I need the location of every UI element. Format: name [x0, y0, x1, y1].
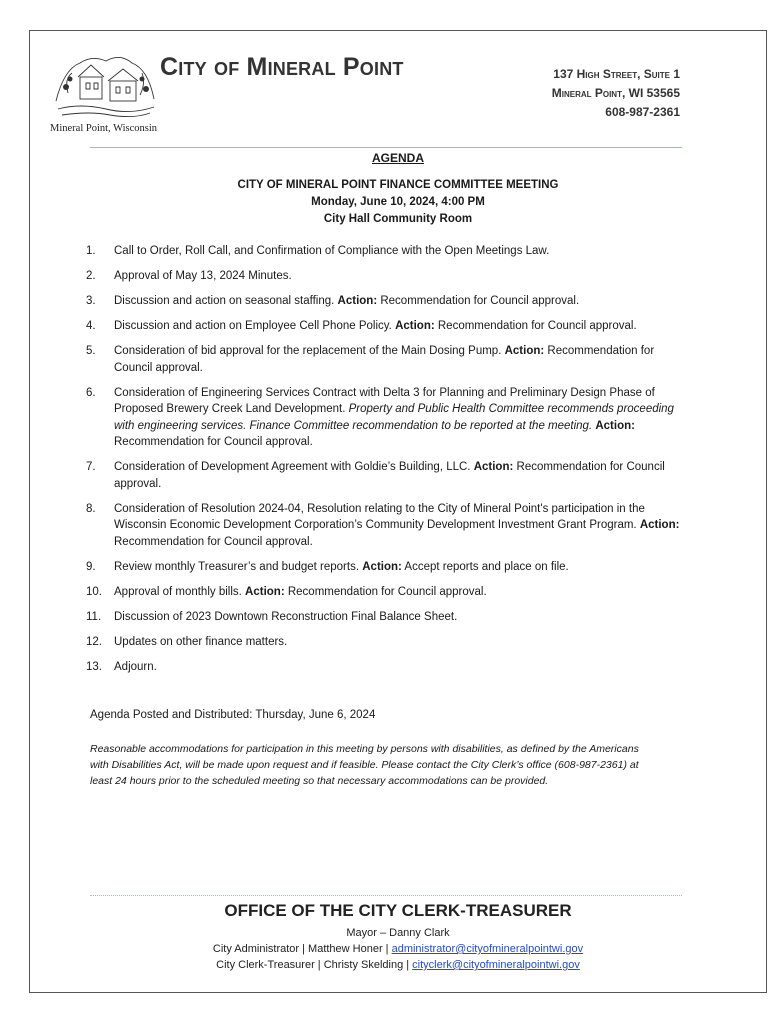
agenda-item: 4. Discussion and action on Employee Cell Phone Policy. Action: Recommendation for Council approval.	[86, 320, 637, 332]
agenda-items	[86, 243, 686, 684]
ada-disclaimer: Reasonable accommodations for participation in this meeting by persons with disabilities, as defined by the Americans with Disabilities Act, will be made upon request and if feasible. Please contact the City Clerk’s office (608-987-2361) at least 24 hours prior to the scheduled meeting so that necessary accommodations can be provided.	[90, 743, 639, 787]
posted-date: Agenda Posted and Distributed: Thursday, June 6, 2024	[90, 709, 376, 721]
action-label: Action:	[473, 461, 514, 473]
phone-number: 608-987-2361	[605, 105, 680, 119]
contact-address	[552, 65, 680, 122]
mayor-line: Mayor – Danny Clark	[346, 927, 450, 939]
action-label: Action:	[245, 585, 285, 598]
action-label: Action:	[504, 345, 545, 357]
action-label: Action:	[639, 519, 680, 531]
meeting-location: City Hall Community Room	[323, 213, 473, 225]
agenda-title: AGENDA	[371, 151, 424, 165]
header-divider	[90, 147, 682, 148]
footer	[30, 901, 766, 973]
administrator-email-link[interactable]: administrator@cityofmineralpointwi.gov	[391, 943, 584, 955]
address-line-1: 137 High Street, Suite 1	[553, 67, 680, 81]
document-page	[29, 30, 767, 993]
agenda-item: 11. Discussion of 2023 Downtown Reconstruction Final Balance Sheet.	[86, 610, 458, 623]
agenda-item: 13. Adjourn.	[86, 660, 157, 673]
agenda-item: 7. Consideration of Development Agreement with Goldie’s Building, LLC. Action: Recommendation for Council approval.	[86, 461, 665, 490]
action-label: Action:	[362, 560, 402, 573]
agenda-item: 3. Discussion and action on seasonal staffing. Action: Recommendation for Council approval.	[86, 295, 580, 307]
city-seal-logo	[50, 49, 162, 119]
agenda-item: 10. Approval of monthly bills. Action: Recommendation for Council approval.	[86, 585, 487, 598]
footer-divider	[90, 895, 682, 896]
clerk-line: City Clerk-Treasurer | Christy Skelding | cityclerk@cityofmineralpointwi.gov	[216, 959, 580, 971]
agenda-item: 8. Consideration of Resolution 2024-04, Resolution relating to the City of Mineral Point's participation in the Wisconsin Economic Development Corporation’s Community Development Investment Grant Program. Action: Recommendation for Council approval.	[86, 502, 680, 548]
agenda-item: 9. Review monthly Treasurer’s and budget reports. Action: Accept reports and place on file.	[86, 560, 569, 573]
agenda-header	[30, 151, 766, 228]
administrator-line: City Administrator | Matthew Honer | administrator@cityofmineralpointwi.gov	[212, 943, 584, 955]
logo-caption: Mineral Point, Wisconsin	[50, 123, 158, 134]
agenda-item: 12. Updates on other finance matters.	[86, 635, 288, 648]
agenda-item: 5. Consideration of bid approval for the replacement of the Main Dosing Pump. Action: Recommendation for Council approval.	[86, 345, 655, 374]
committee-note: Property and Public Health Committee recommends proceeding with engineering services. Finance Committee recommendation to be reported at the meeting.	[114, 403, 674, 432]
action-label: Action:	[395, 320, 435, 332]
meeting-date-time: Monday, June 10, 2024, 4:00 PM	[311, 196, 485, 208]
clerk-email-link[interactable]: cityclerk@cityofmineralpointwi.gov	[412, 959, 580, 971]
meeting-name: CITY OF MINERAL POINT FINANCE COMMITTEE MEETING	[237, 179, 559, 191]
office-title: OFFICE OF THE CITY CLERK-TREASURER	[224, 901, 572, 920]
city-title: City of Mineral Point	[160, 53, 404, 81]
action-label: Action:	[337, 295, 378, 307]
action-label: Action:	[595, 419, 635, 432]
agenda-item: 1. Call to Order, Roll Call, and Confirmation of Compliance with the Open Meetings Law.	[86, 245, 550, 257]
agenda-item: 6. Consideration of Engineering Services Contract with Delta 3 for Planning and Preliminary Design Phase of Proposed Brewery Creek Land Development. Property and Public Health Committee recommends proceeding with engineering services. Finance Committee recommendation to be reported at the meeting. Action: Recommendation for Council approval.	[86, 386, 674, 448]
address-line-2: Mineral Point, WI 53565	[551, 86, 680, 100]
agenda-item: 2. Approval of May 13, 2024 Minutes.	[86, 270, 292, 282]
